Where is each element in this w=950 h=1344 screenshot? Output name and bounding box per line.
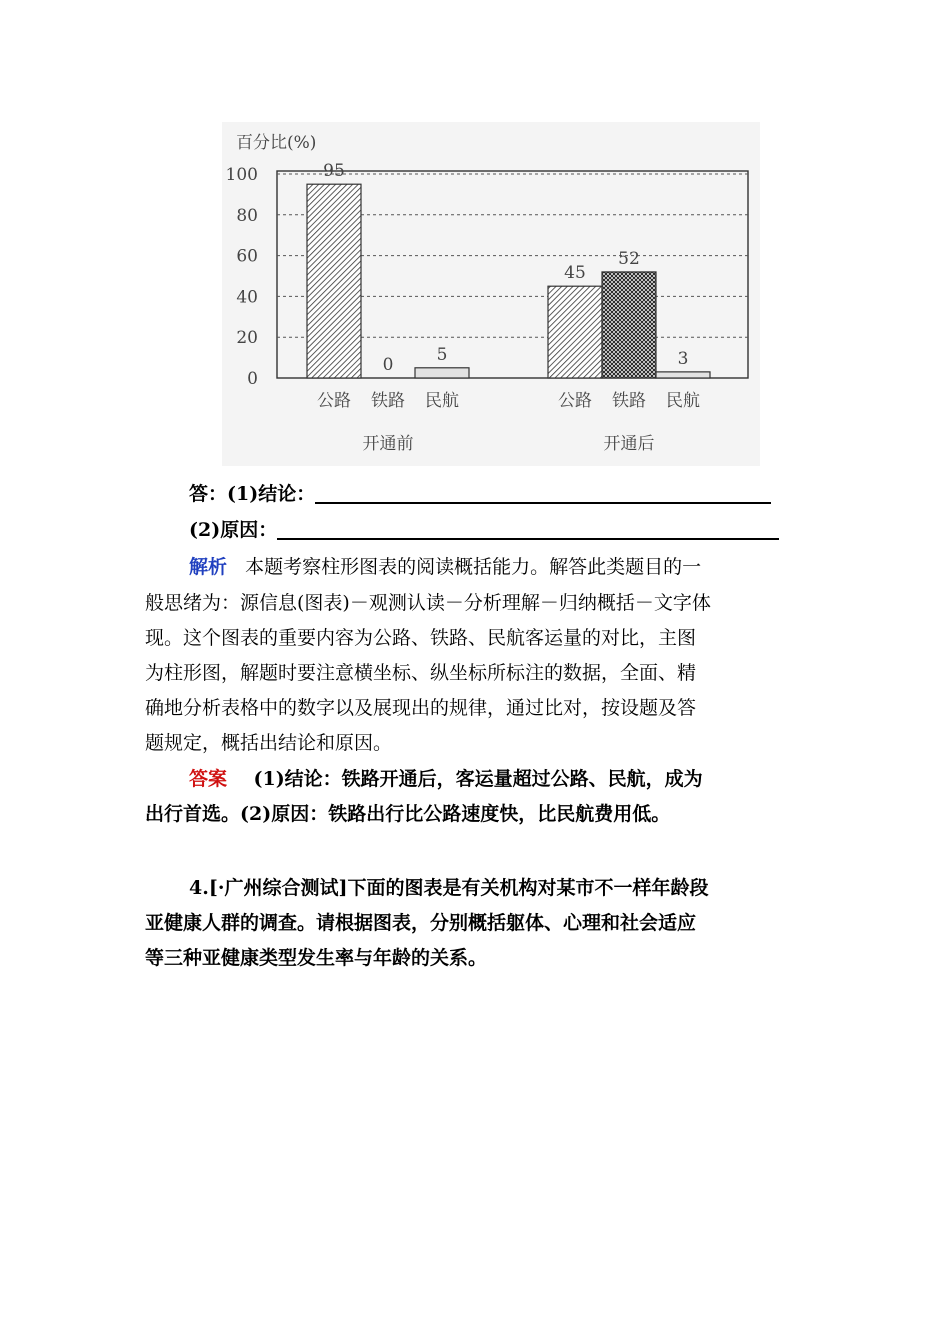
question4-line-3: 等三种亚健康类型发生率与年龄的关系。 [145, 947, 488, 969]
analysis-line-2: 般思绪为：源信息(图表)－观测认读－分析理解－归纳概括－文字体 [145, 592, 711, 614]
question4-line-2: 亚健康人群的调查。请根据图表，分别概括躯体、心理和社会适应 [145, 912, 697, 934]
bar-value-label: 45 [564, 263, 586, 284]
x-group-label: 开通前 [362, 434, 414, 454]
analysis-text-1: 本题考察柱形图表的阅读概括能力。解答此类题目的一 [245, 556, 702, 578]
answer-line-1 [189, 482, 849, 506]
y-tick-label: 60 [236, 246, 258, 267]
answer-text-1: (1)结论：铁路开通后，客运量超过公路、民航，成为 [253, 768, 703, 790]
analysis-line-6: 题规定，概括出结论和原因。 [145, 732, 393, 754]
bar [307, 184, 361, 378]
bar-chart-svg [222, 122, 760, 466]
analysis-line-4: 为柱形图，解题时要注意横坐标、纵坐标所标注的数据，全面、精 [145, 662, 697, 684]
bar-value-label: 5 [436, 344, 448, 365]
question4-line-1 [189, 876, 849, 900]
bar-value-label: 52 [618, 248, 640, 269]
answer-blank-1[interactable] [315, 482, 771, 504]
x-category-label: 铁路 [612, 391, 646, 411]
bar-value-label: 0 [382, 355, 394, 375]
bar [415, 368, 469, 378]
bar [602, 272, 656, 378]
answer-blank-2[interactable] [277, 518, 779, 540]
x-category-label: 铁路 [371, 391, 405, 411]
bar [548, 286, 602, 378]
answer-line-2 [189, 518, 849, 542]
x-category-label: 民航 [666, 391, 700, 411]
y-tick-label: 20 [236, 328, 258, 349]
question4-text-1: 下面的图表是有关机构对某市不一样年龄段 [347, 877, 709, 899]
bar-value-label: 95 [323, 161, 345, 182]
y-tick-label: 40 [236, 287, 258, 308]
analysis-line-5: 确地分析表格中的数字以及展现出的规律，通过比对，按设题及答 [145, 697, 697, 719]
x-group-label: 开通后 [603, 434, 655, 454]
answer-tag: 答案 [189, 768, 228, 790]
bar [656, 372, 710, 378]
x-category-label: 公路 [558, 391, 592, 411]
answer-text-line-2: 出行首选。(2)原因：铁路出行比公路速度快，比民航费用低。 [145, 803, 671, 825]
y-tick-label: 100 [225, 165, 258, 185]
bar-chart [222, 122, 760, 466]
y-tick-label: 0 [247, 369, 258, 389]
bar-value-label: 3 [677, 348, 689, 369]
y-tick-label: 80 [236, 205, 258, 226]
analysis-tag: 解析 [189, 556, 228, 578]
x-category-label: 民航 [425, 391, 459, 411]
answer-q2-prefix: (2)原因： [189, 519, 278, 541]
question4-number-source: 4.[·广州综合测试] [189, 877, 348, 899]
y-axis-label: 百分比(%) [236, 133, 317, 153]
analysis-line-1 [189, 555, 849, 579]
analysis-line-3: 现。这个图表的重要内容为公路、铁路、民航客运量的对比，主图 [145, 627, 697, 649]
bars [307, 184, 710, 378]
answer-q1-prefix: 答：(1)结论： [189, 483, 316, 505]
answer-text-line-1 [189, 767, 849, 791]
x-category-label: 公路 [317, 391, 351, 411]
